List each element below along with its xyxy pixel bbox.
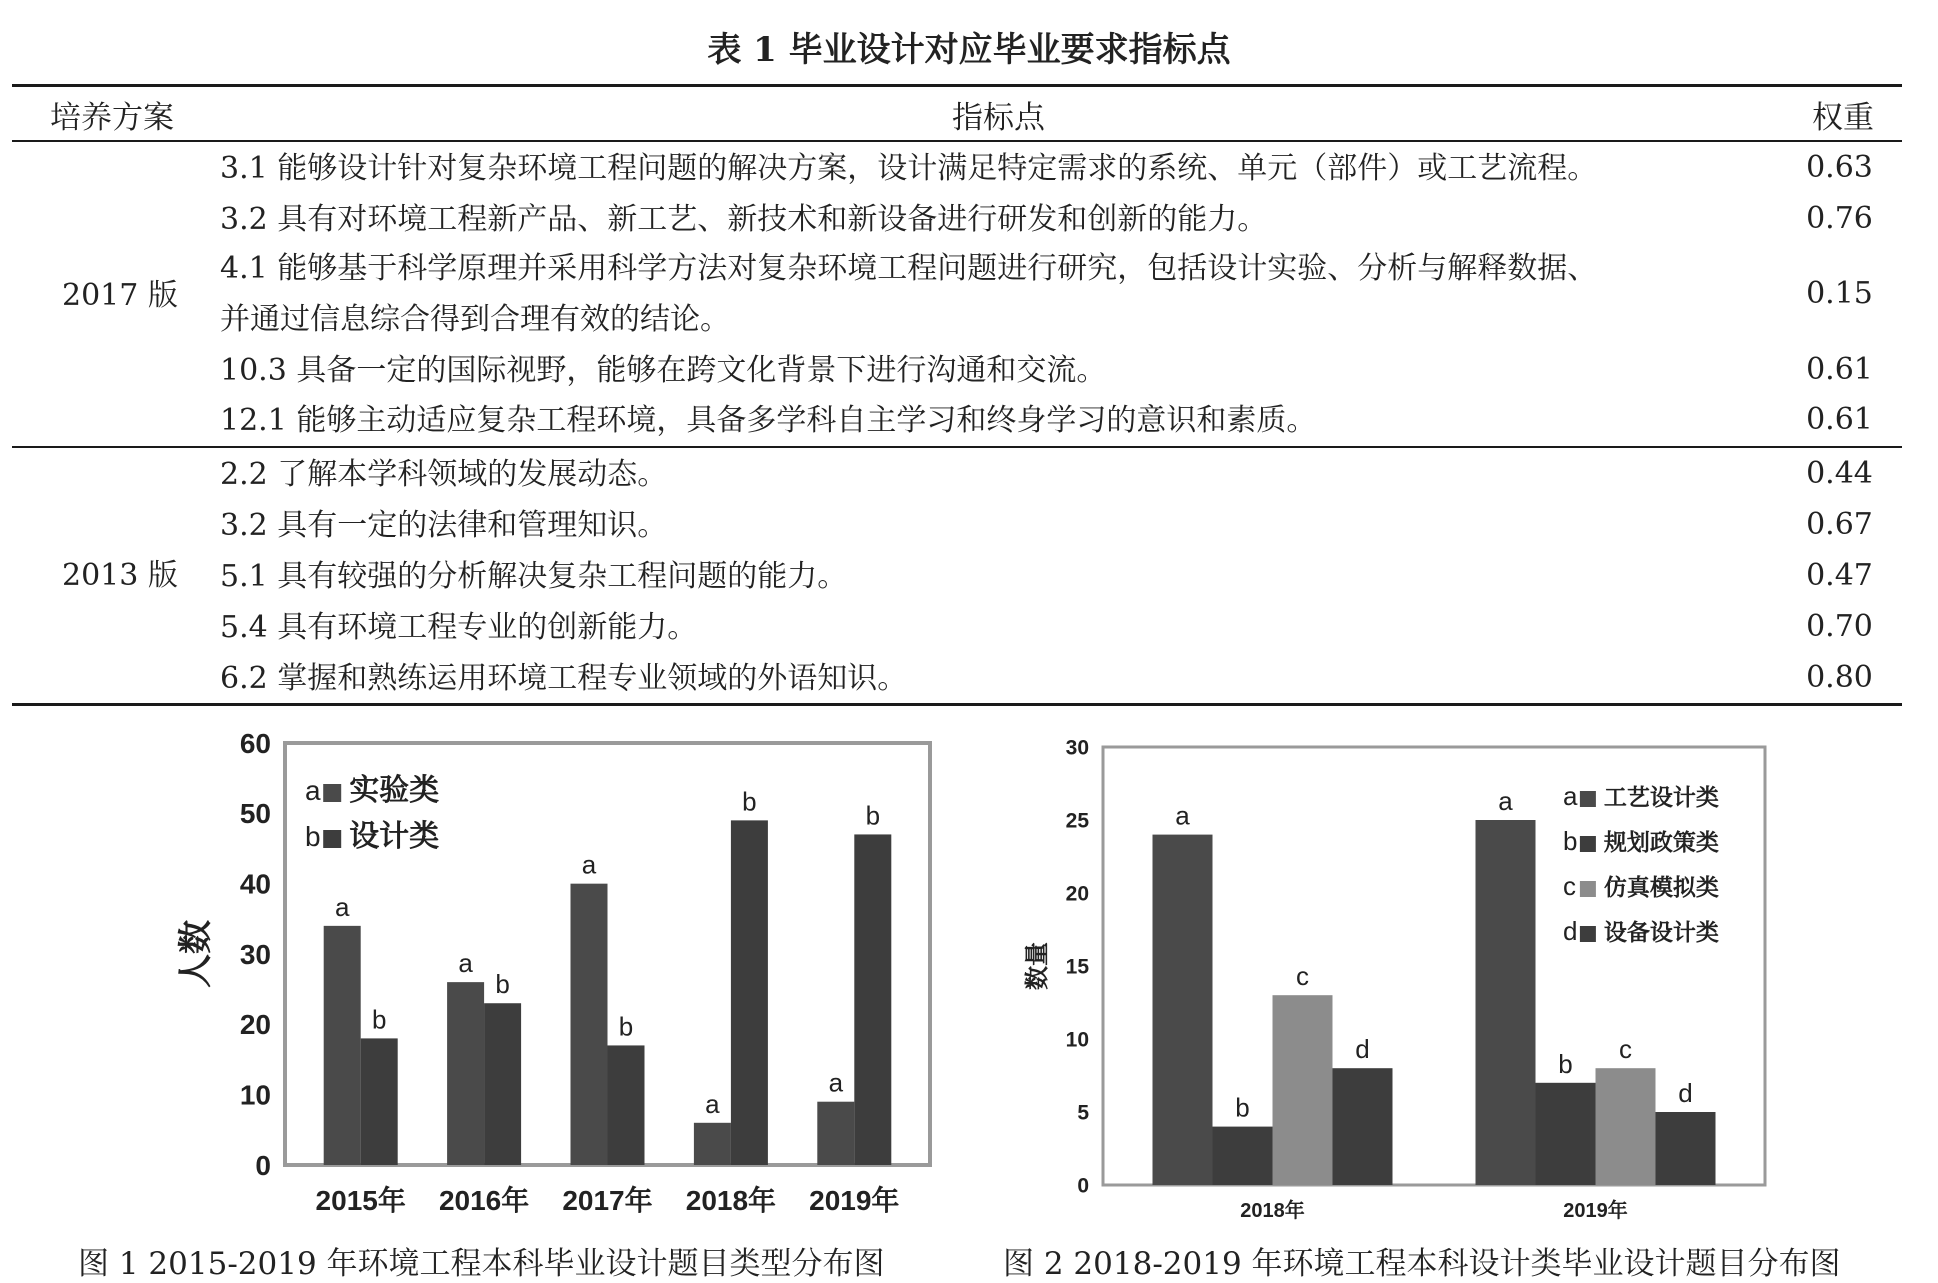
weight-value: 0.61	[1806, 402, 1873, 437]
legend-swatch	[1580, 791, 1596, 807]
y-tick-label: 30	[1065, 736, 1089, 760]
legend-label: 设备设计类	[1603, 919, 1719, 945]
y-tick-label: 5	[1077, 1101, 1089, 1125]
bar-tag-label: b	[1235, 1092, 1250, 1123]
legend-label: 工艺设计类	[1603, 784, 1719, 810]
header-indicator: 指标点	[952, 100, 1045, 136]
bar	[1596, 1068, 1656, 1185]
y-tick-label: 25	[1065, 809, 1089, 833]
bar	[447, 982, 484, 1165]
y-tick-label: 20	[1065, 882, 1089, 906]
bar	[731, 820, 768, 1165]
weight-value: 0.15	[1806, 276, 1873, 311]
indicator-row: 3.2 具有一定的法律和管理知识。	[220, 508, 668, 543]
bar-tag-label: b	[618, 1011, 634, 1042]
bar-tag-label: a	[334, 891, 350, 922]
bar	[1153, 835, 1213, 1185]
y-axis-label: 数量	[1024, 942, 1051, 990]
indicator-row: 5.4 具有环境工程专业的创新能力。	[220, 610, 698, 645]
legend-label: 设计类	[349, 820, 440, 853]
bar-tag-label: a	[828, 1067, 844, 1098]
weight-value: 0.61	[1806, 352, 1873, 387]
x-category-label: 2016年	[438, 1185, 530, 1216]
bar	[1333, 1068, 1393, 1185]
group-rule	[12, 446, 1902, 448]
indicator-row: 12.1 能够主动适应复杂工程环境，具备多学科自主学习和终身学习的意识和素质。	[220, 403, 1317, 438]
legend-swatch	[1580, 926, 1596, 942]
bar	[1273, 995, 1333, 1185]
bar-tag-label: c	[1619, 1034, 1632, 1065]
y-tick-label: 15	[1065, 955, 1089, 979]
table-title: 表 1 毕业设计对应毕业要求指标点	[707, 30, 1231, 70]
weight-value: 0.44	[1806, 456, 1873, 491]
legend-label: 实验类	[349, 774, 440, 807]
y-tick-label: 50	[239, 798, 271, 830]
x-category-label: 2019年	[1563, 1200, 1628, 1222]
weight-value: 0.76	[1806, 201, 1873, 236]
legend-swatch	[1580, 881, 1596, 897]
bar-tag-label: a	[1498, 786, 1513, 816]
bar	[571, 884, 608, 1165]
bar-tag-label: b	[742, 786, 757, 817]
legend-swatch	[1580, 836, 1596, 852]
bar-tag-label: d	[1355, 1034, 1370, 1065]
version-2013: 2013 版	[62, 558, 178, 593]
bar	[608, 1045, 645, 1165]
x-category-label: 2019年	[809, 1185, 900, 1216]
y-tick-label: 10	[1065, 1028, 1089, 1052]
bar	[854, 834, 891, 1165]
weight-value: 0.70	[1806, 609, 1873, 644]
indicator-row: 5.1 具有较强的分析解决复杂工程问题的能力。	[220, 559, 848, 594]
legend-swatch	[323, 830, 341, 848]
table-bottom-rule	[12, 703, 1902, 706]
bar	[361, 1038, 398, 1165]
x-category-label: 2018年	[1240, 1200, 1305, 1222]
figure-1-caption: 图 1 2015-2019 年环境工程本科毕业设计题目类型分布图	[78, 1246, 885, 1282]
header-scheme: 培养方案	[50, 100, 174, 136]
version-2017: 2017 版	[62, 278, 178, 313]
indicator-row: 2.2 了解本学科领域的发展动态。	[220, 457, 668, 492]
legend-tag: b	[1563, 826, 1578, 856]
bar-tag-label: a	[705, 1088, 720, 1119]
indicator-row: 10.3 具备一定的国际视野，能够在跨文化背景下进行沟通和交流。	[220, 353, 1107, 388]
y-tick-label: 60	[239, 727, 271, 759]
bar-tag-label: a	[581, 849, 597, 880]
legend-tag: d	[1563, 916, 1578, 946]
weight-value: 0.63	[1806, 150, 1873, 185]
legend-tag: c	[1563, 871, 1576, 901]
weight-value: 0.47	[1806, 558, 1873, 593]
x-category-label: 2015年	[315, 1185, 406, 1216]
bar-tag-label: a	[1175, 800, 1190, 831]
bar-tag-label: b	[495, 969, 510, 1000]
bar	[1213, 1127, 1273, 1185]
y-tick-label: 0	[1077, 1174, 1089, 1198]
y-tick-label: 30	[239, 938, 271, 970]
chart-2	[1000, 715, 1930, 1230]
indicator-row: 4.1 能够基于科学原理并采用科学方法对复杂环境工程问题进行研究，包括设计实验、分析与解释数据、	[220, 251, 1598, 286]
bar-tag-label: c	[1296, 961, 1309, 992]
table-top-rule	[12, 84, 1902, 87]
bar-tag-label: b	[1558, 1048, 1573, 1079]
bar	[324, 926, 361, 1165]
legend-label: 仿真模拟类	[1603, 874, 1719, 900]
legend-tag: a	[1563, 781, 1578, 811]
indicator-row-cont: 并通过信息综合得到合理有效的结论。	[220, 302, 730, 337]
header-weight: 权重	[1812, 100, 1874, 136]
indicator-row: 3.1 能够设计针对复杂环境工程问题的解决方案，设计满足特定需求的系统、单元（部件）或工艺流程。	[220, 151, 1598, 186]
y-tick-label: 40	[239, 868, 271, 900]
figure-2-caption: 图 2 2018-2019 年环境工程本科设计类毕业设计题目分布图	[1003, 1246, 1841, 1282]
bar	[484, 1003, 521, 1165]
bar	[817, 1102, 854, 1165]
legend-swatch	[323, 784, 341, 802]
legend-label: 规划政策类	[1603, 829, 1719, 855]
y-tick-label: 0	[255, 1149, 271, 1181]
legend-tag: a	[305, 775, 321, 806]
y-tick-label: 20	[239, 1009, 271, 1041]
indicator-row: 3.2 具有对环境工程新产品、新工艺、新技术和新设备进行研发和创新的能力。	[220, 202, 1268, 237]
header-rule	[12, 140, 1902, 142]
y-tick-label: 10	[239, 1079, 271, 1111]
legend-tag: b	[305, 821, 321, 852]
chart-1	[160, 715, 950, 1230]
weight-value: 0.67	[1806, 507, 1873, 542]
bar-tag-label: b	[865, 800, 881, 831]
bar	[1476, 820, 1536, 1185]
bar-tag-label: d	[1678, 1078, 1693, 1108]
bar	[1656, 1112, 1716, 1185]
bar-tag-label: b	[371, 1004, 387, 1035]
bar-tag-label: a	[458, 948, 473, 979]
indicator-row: 6.2 掌握和熟练运用环境工程专业领域的外语知识。	[220, 661, 908, 696]
bar	[1536, 1083, 1596, 1185]
x-category-label: 2017年	[562, 1185, 653, 1216]
x-category-label: 2018年	[685, 1185, 777, 1216]
y-axis-label: 人数	[177, 920, 215, 988]
bar	[694, 1123, 731, 1165]
weight-value: 0.80	[1806, 660, 1873, 695]
